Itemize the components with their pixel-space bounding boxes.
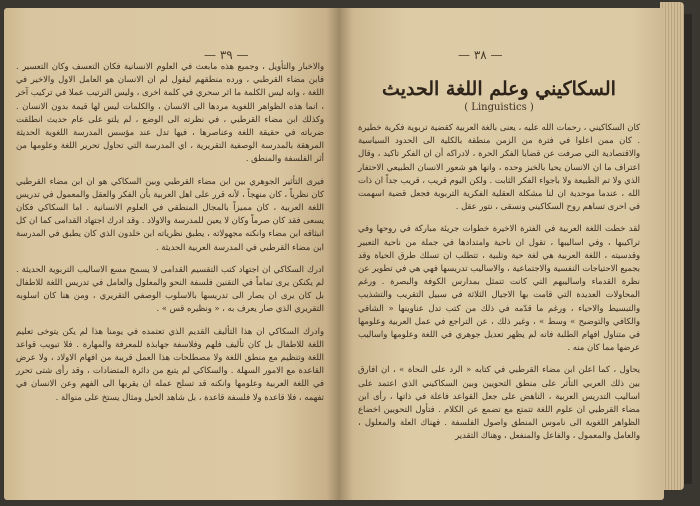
book-cover-edge bbox=[684, 14, 692, 484]
page-number-right: — ٣٨ — bbox=[458, 48, 503, 62]
right-paragraph-3: يحاول ، كما اعلن ابن مضاء القرطبي في كتابه « الرد على النحاة » ، ان افارق بين ذلك العربي التأثر على منطق التحويين وبين السكاكيني الذي اعتمد على اساليب التدريس العربية ، الناهض على جعل القواعد فاعلة في ذاتها ، رأى ابن مضاء القرطبي ان علوم اللغة تتمتع مع تضمع عن الكلام . فتأول التحويين اخضاع الظواهر اللغوية الى ناموس المنطق واصول الفلسفة . فهناك العلة والمعلول ، والعامل والمعمول ، والفاعل والمنفعل ، وهناك التقدير bbox=[358, 364, 640, 441]
left-paragraph-3: ادرك السكاكي ان اجتهاد كتب التقسيم القدامى لا يسمح مسع الاساليب التربوية الحديثة . لم يكنكن يرى تماماً في التقنين فلسفة النحو والمعلول والعامل في تدريس اللغة للاطفال بل كان يرى ان يصار الى تدريسها بالاسلوب الوصفي التقريري ، ومن هنا كان اسلوبه التقريري الذي صار يعرف به ، « ونظيره قس » . bbox=[16, 263, 324, 314]
chapter-subtitle: ( Linguistics ) bbox=[464, 102, 534, 113]
left-page bbox=[4, 8, 340, 500]
right-paragraph-2: لقد خطت اللغة العربية في الفترة الاخيرة خطوات جريئة مباركة في روحها وفي تراكيبها ، وفي اساليبها ، تقول ان ناحية وامتدادها في جملة من ناحية التعبير وقدسيته ، اللغة العربية هي لغة حية وتلبية ، تتطلب ان تسلك طرق الحياة وقد بجميع الاحتياجات النفسية والاجتماعية ، والاساليب تدريسها فهي هي في تطوير عن نظرة القدماء واساليبهم التي كانت تتمثل بمدارس الكوفة والبصرة . ورغم المحاولات العديدة التي قامت بها الاجيال الثلاثة في سبيل التقريب والتشذيب والتبسيط والاحياء ، ورغم ما قدّمه في ذلك من كتب تدل عناوينها « الشافي والكافي والتوضيح » وسط » ، وغير ذلك ، عن التراجع في عمل العربية وعلومها في متناول افهام الطلبة فانه لم يظهر تعديل جوهري في اللغة وعلومها واساليب عرضها مما كان منه . bbox=[358, 223, 640, 353]
page-number-left: — ٣٩ — bbox=[204, 48, 249, 62]
open-book bbox=[4, 8, 684, 500]
left-paragraph-2: فيرى التأثير الجوهري بين ابن مضاء القرطبي وبين السكاكي هو ان ابن مضاء القرطبي كان نظرياً ، كان منهجاً ، لأنه قرر على اهل العربية بأن الفكر والعقل والمعمول في تدريس اللغة العربية ، كان مميزاً بالمجال المنطقي في العلوم الانسانية . اما السكاكي فكان يسعى فقد كان صرماً وكان لا يعين للمدرسة والاولاد . وقد ادرك اجتهاد القدامى كما ان كل انبثاقه ابن مضاء وانكنه مجهولاته ، يطبق نظرياته ابن خلدون الذي كان يطبق في المدرسة ابن مضاء القرطبي في المدرسة العربية الحديثة . bbox=[16, 175, 324, 252]
right-paragraph-1: كان السكاكيني ، رحمات الله عليه ، يعنى بالغة العربية كقضية تربوية فكرية خطيرة . كان ممن اعلوا في فترة من الزمن منطقة بالكلية الى الحدود السياسية والاقتصادية التي صرفت عن قضايا الفكر الحرة ، لادراكه أن ان الفكر تاكيد ، وقال اعتراف ما ان الانسان يحيا بالخبز وحده ، وانها هو شعور الانسان الطبيعي الاحتفار الذي ولا تم الطبيعة ولا باجواء الفكر الثابت . ولكن اليوم قريب ، قريب جداً ان ذات الله ، عندما موحدية ان لنا مشكلة العقلية الفكرية التربوية فجعل قضية اسهمت في احرى تساهم روح السكاكيني ونسقى ، نتور عقل . bbox=[358, 122, 640, 212]
left-paragraph-4: وادرك السكاكي ان هذا التأليف القديم الذي تعتمده في يومنا هذا لم يكن يتوخى تعليم اللغة للاطفال بل كان تأليف فلهم وفلاسفة جهابذة للمعرفة والمهارة . فلا تبويب قواعد اللغة وتنظيم مع منطق اللغة ولا مصطلحات هذا العمل قريبة من افهام الاولاد ، ولا عرض القاعدة مع الامور السهلة . والسكاكي لم يتبع من دائرة المتضادات ، وقد رأى شتى تحرر في اللغة العربية وعلومها وانكنه قد تسلح عمله ان يقربها الى الفهم وعن الانسان في تفهمه ، فلا قاعدة ولا فلسفة قاعدة ، بل شاهد الحيل ومثال يستخ على منوالة . bbox=[16, 325, 324, 402]
left-paragraph-1: والاخبار والتأويل ، وجميع هذه مابعث في العلوم الانسانية فكان التعسف وكان التعسير . فابن مضاء القرطبي ، ورده منطقهم ليقول لم ان الانسان هو العامل الاول والاخير في اللغة ، وانه ليس الكلمة ما اثر سحري في كلمة اخرى ، وليس الترتيب عملا في تركيب آخر ، انما هذه الظواهر اللغوية مردها الى الانسان ، والكلمات ليس لها قيمة بدون الانسان . وكذلك ابن مضاء القرطبي ، في نظرته الى الوضع ، لم يلتو على عام حديث انطلقت ضرباته في حقيقة اللغة وعناصرها ، فيها تدل عند مؤسس المدرسة اللغوية الحديثة المرهقة بالمدرسة الوصفية التقريرية ، اي المدرسة التي تحاول تحرير اللغة وعلومها من أثر الفلسفة والمنطق . bbox=[16, 61, 324, 164]
right-page bbox=[340, 8, 664, 500]
chapter-title: السكاكيني وعلم اللغة الحديث bbox=[382, 78, 616, 100]
